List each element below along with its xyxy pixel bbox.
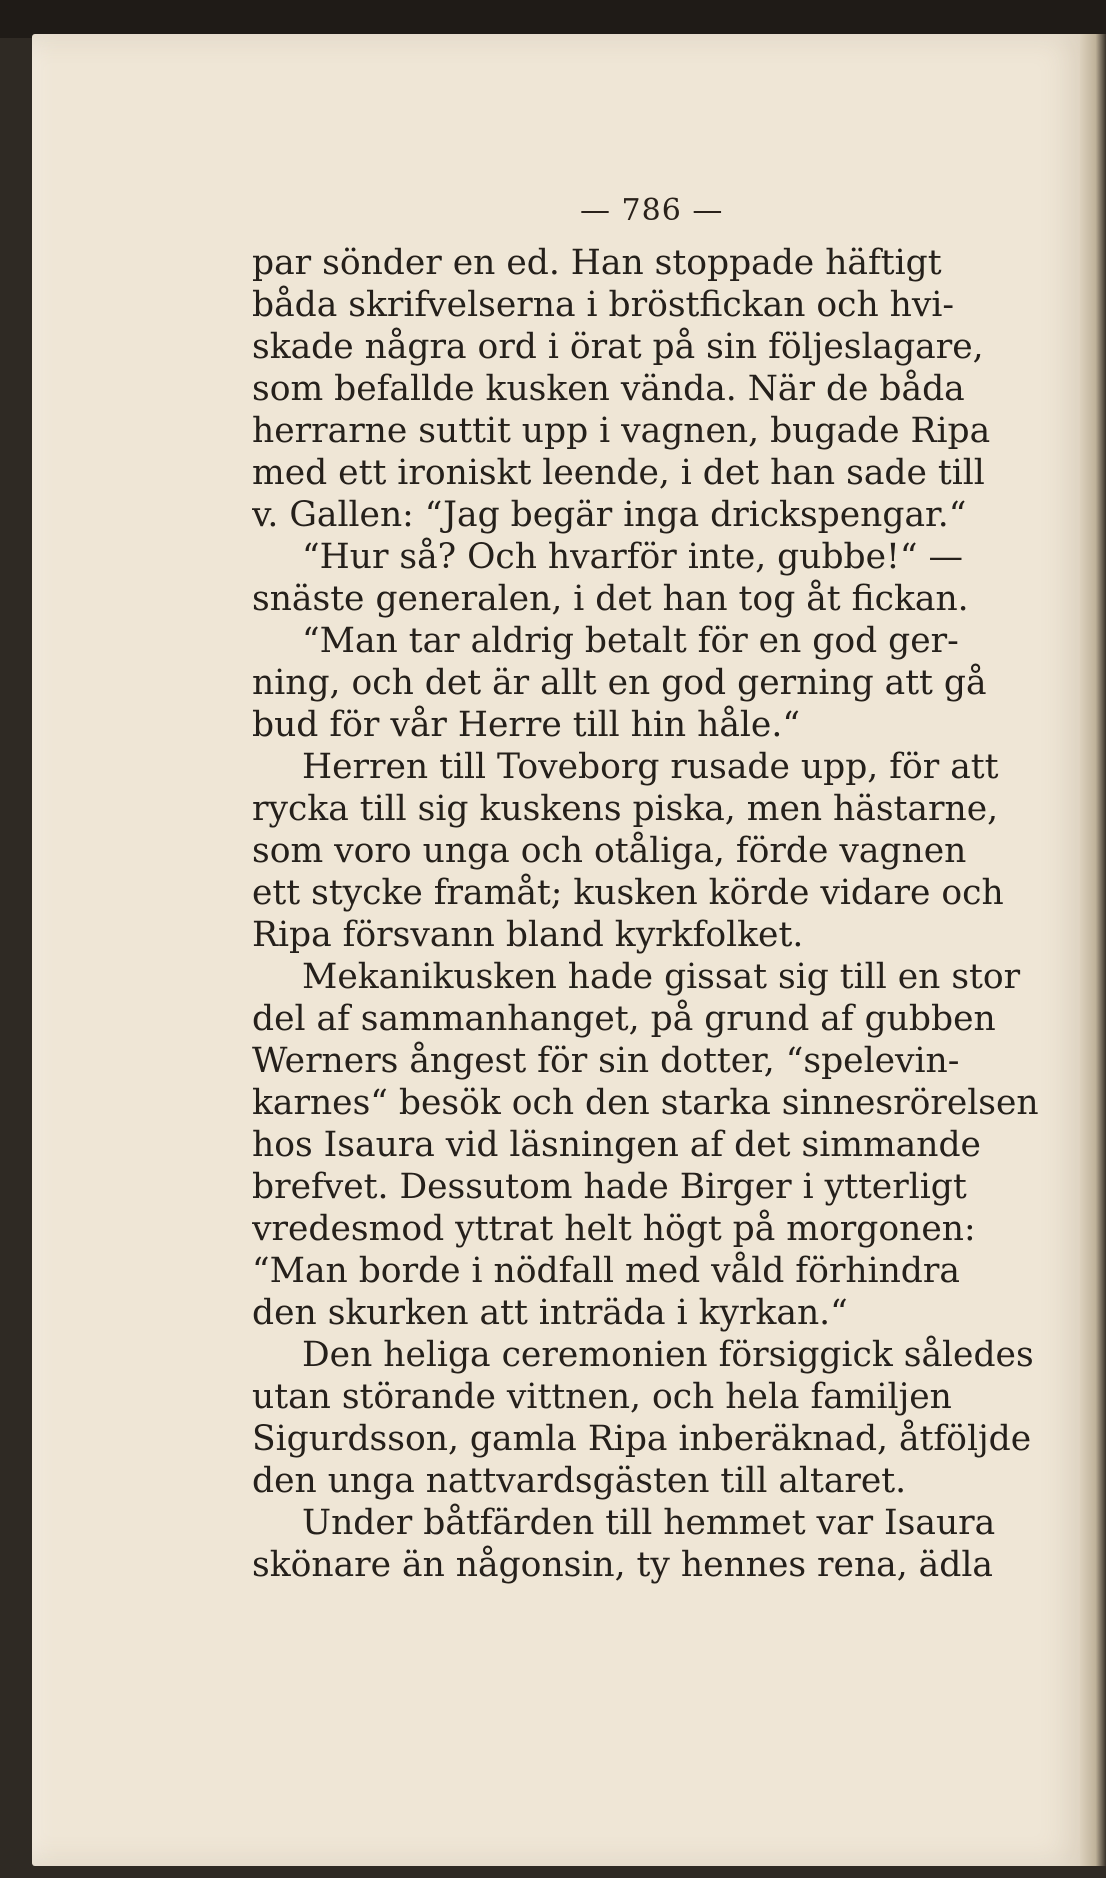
- text-line: som befallde kusken vända. När de båda: [252, 369, 965, 409]
- text-line: “Man tar aldrig betalt för en god ger-: [302, 621, 959, 661]
- text-line: “Hur så? Och hvarför inte, gubbe!“ —: [302, 537, 964, 577]
- text-line: Werners ångest för sin dotter, “spelevin-: [252, 1041, 960, 1081]
- text-line: Mekanikusken hade gissat sig till en stor: [302, 957, 1021, 997]
- text-line: ett stycke framåt; kusken körde vidare och: [252, 873, 1004, 913]
- text-line: skönare än någonsin, ty hennes rena, ädla: [252, 1545, 993, 1585]
- text-line: karnes“ besök och den starka sinnesrörelsen: [252, 1083, 1039, 1123]
- text-line: Den heliga ceremonien försiggick således: [302, 1335, 1034, 1375]
- page-edge-shadow: [1080, 34, 1106, 1866]
- scan-top-border: [0, 0, 1106, 38]
- text-line: ning, och det är allt en god gerning att gå: [252, 663, 987, 703]
- text-line: Ripa försvann bland kyrkfolket.: [252, 915, 804, 955]
- text-line: vredesmod yttrat helt högt på morgonen:: [252, 1209, 976, 1249]
- text-line: Under båtfärden till hemmet var Isaura: [302, 1503, 996, 1543]
- text-line: båda skrifvelserna i bröstfickan och hvi-: [252, 285, 955, 325]
- page-number: — 786 —: [580, 193, 724, 228]
- text-line: den unga nattvardsgästen till altaret.: [252, 1461, 907, 1501]
- text-line: med ett ironiskt leende, i det han sade till: [252, 453, 985, 493]
- text-line: bud för vår Herre till hin håle.“: [252, 705, 800, 745]
- text-line: Sigurdsson, gamla Ripa inberäknad, åtföljde: [252, 1419, 1032, 1459]
- text-line: v. Gallen: “Jag begär inga drickspengar.“: [252, 495, 967, 535]
- text-line: par sönder en ed. Han stoppade häftigt: [252, 243, 942, 283]
- text-line: Herren till Toveborg rusade upp, för att: [302, 747, 999, 787]
- text-line: herrarne suttit upp i vagnen, bugade Ripa: [252, 411, 991, 451]
- text-line: som voro unga och otåliga, förde vagnen: [252, 831, 967, 871]
- text-line: “Man borde i nödfall med våld förhindra: [252, 1251, 960, 1291]
- text-line: brefvet. Dessutom hade Birger i ytterligt: [252, 1167, 967, 1207]
- body-text: [252, 242, 1078, 1586]
- text-line: hos Isaura vid läsningen af det simmande: [252, 1125, 981, 1165]
- text-line: snäste generalen, i det han tog åt fickan.: [252, 579, 969, 619]
- text-line: skade några ord i örat på sin följeslagare,: [252, 327, 984, 367]
- text-line: utan störande vittnen, och hela familjen: [252, 1377, 952, 1417]
- text-line: del af sammanhanget, på grund af gubben: [252, 999, 996, 1039]
- text-line: rycka till sig kuskens piska, men hästarne,: [252, 789, 999, 829]
- text-line: den skurken att inträda i kyrkan.“: [252, 1293, 848, 1333]
